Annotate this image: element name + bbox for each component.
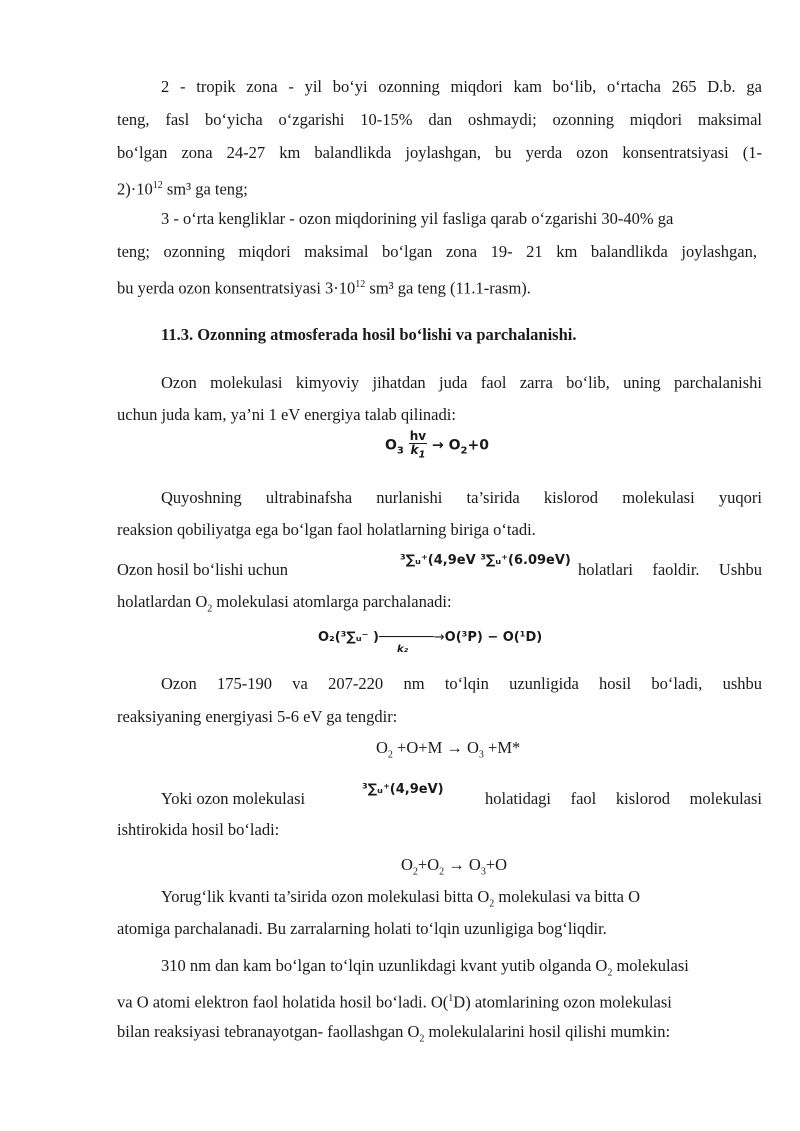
text-line: reaksiyaning energiyasi 5-6 eV ga tengdir: — [117, 707, 398, 726]
text-line: atomiga parchalanadi. Bu zarralarning holati to‘lqin uzunligiga bog‘liqdir. — [117, 919, 607, 938]
text-line: $2)\cdot 10^{12}$ sm³ ga teng; — [117, 179, 248, 199]
fraction: $\frac{hv}{k_1}$ — [409, 429, 427, 461]
text-line: teng, fasl bo‘yicha o‘zgarishi 10-15% dan oshmaydi; ozonning miqdori maksimal — [117, 110, 762, 129]
text-line: Ozon hosil bo‘lishi uchun — [117, 560, 288, 579]
formula-ozone-formation: $O_2 +O+M \to O_3 +M*$ — [376, 738, 521, 761]
text-line: Ozon molekulasi kimyoviy jihatdan juda faol zarra bo‘lib, uning parchalanishi — [161, 373, 762, 392]
text-line: teng; ozonning miqdori maksimal bo‘lgan zona 19- 21 km balandlikda joylashgan, — [117, 242, 757, 261]
text-line: 310 nm dan kam bo‘lgan to‘lqin uzunlikdagi kvant yutib olganda $O_2$ molekulasi — [161, 956, 689, 979]
text-line: reaksion qobiliyatga ega bo‘lgan faol holatlarning biriga o‘tadi. — [117, 520, 536, 539]
formula-excited-states: ³∑ᵤ⁺(4,9eV ³∑ᵤ⁺(6.09eV) — [400, 553, 571, 568]
text-line: holatlari faoldir. Ushbu — [578, 560, 762, 579]
text-line: 3 - o‘rta kengliklar - ozon miqdorining yil fasliga qarab o‘zgarishi 30-40% ga — [161, 209, 674, 228]
text-line: bo‘lgan zona 24-27 km balandlikda joylashgan, bu yerda ozon konsentratsiyasi (1- — [117, 143, 762, 162]
text-line: Quyoshning ultrabinafsha nurlanishi ta’sirida kislorod molekulasi yuqori — [161, 488, 762, 507]
text-line: bu yerda ozon konsentratsiyasi $3\cdot 10^{12}$ sm³ ga teng (11.1-rasm). — [117, 278, 531, 298]
text-line: Yorug‘lik kvanti ta’sirida ozon molekulasi bitta $O_2$ molekulasi va bitta O — [161, 887, 641, 910]
formula-ozone-photolysis: $O_3$ $\frac{hv}{k_1}$ → $O_2+0$ — [385, 429, 489, 461]
text-line: holatidagi faol kislorod molekulasi — [485, 789, 762, 808]
text-line: uchun juda kam, ya’ni 1 eV energiya talab qilinadi: — [117, 405, 456, 424]
text-line: Yoki ozon molekulasi — [161, 789, 306, 808]
text-line: va O atomi elektron faol holatida hosil bo‘ladi. O($^1$D) atomlarining ozon molekulasi — [117, 992, 672, 1012]
formula-excited-state: ³∑ᵤ⁺(4,9eV) — [362, 782, 444, 797]
formula-o2-o2-reaction: $O_2+O_2 \to O_3+O$ — [401, 855, 508, 878]
text-line: ishtirokida hosil bo‘ladi: — [117, 820, 280, 839]
text-line: Ozon 175-190 va 207-220 nm to‘lqin uzunligida hosil bo‘ladi, ushbu — [161, 674, 762, 693]
formula-o2-dissociation: O₂(³∑ᵤ⁻ )───────→ k₂ O(³P) − O(¹D) — [318, 630, 543, 655]
text-line: holatlardan $O_2$ molekulasi atomlarga parchalanadi: — [117, 592, 452, 615]
text-line: bilan reaksiyasi tebranayotgan- faollashgan $O_2$ molekulalarini hosil qilishi mumkin: — [117, 1022, 671, 1045]
section-heading: 11.3. Ozonning atmosferada hosil bo‘lishi va parchalanishi. — [161, 325, 577, 344]
text-line: 2 - tropik zona - yil bo‘yi ozonning miqdori kam bo‘lib, o‘rtacha 265 D.b. ga — [161, 77, 762, 96]
